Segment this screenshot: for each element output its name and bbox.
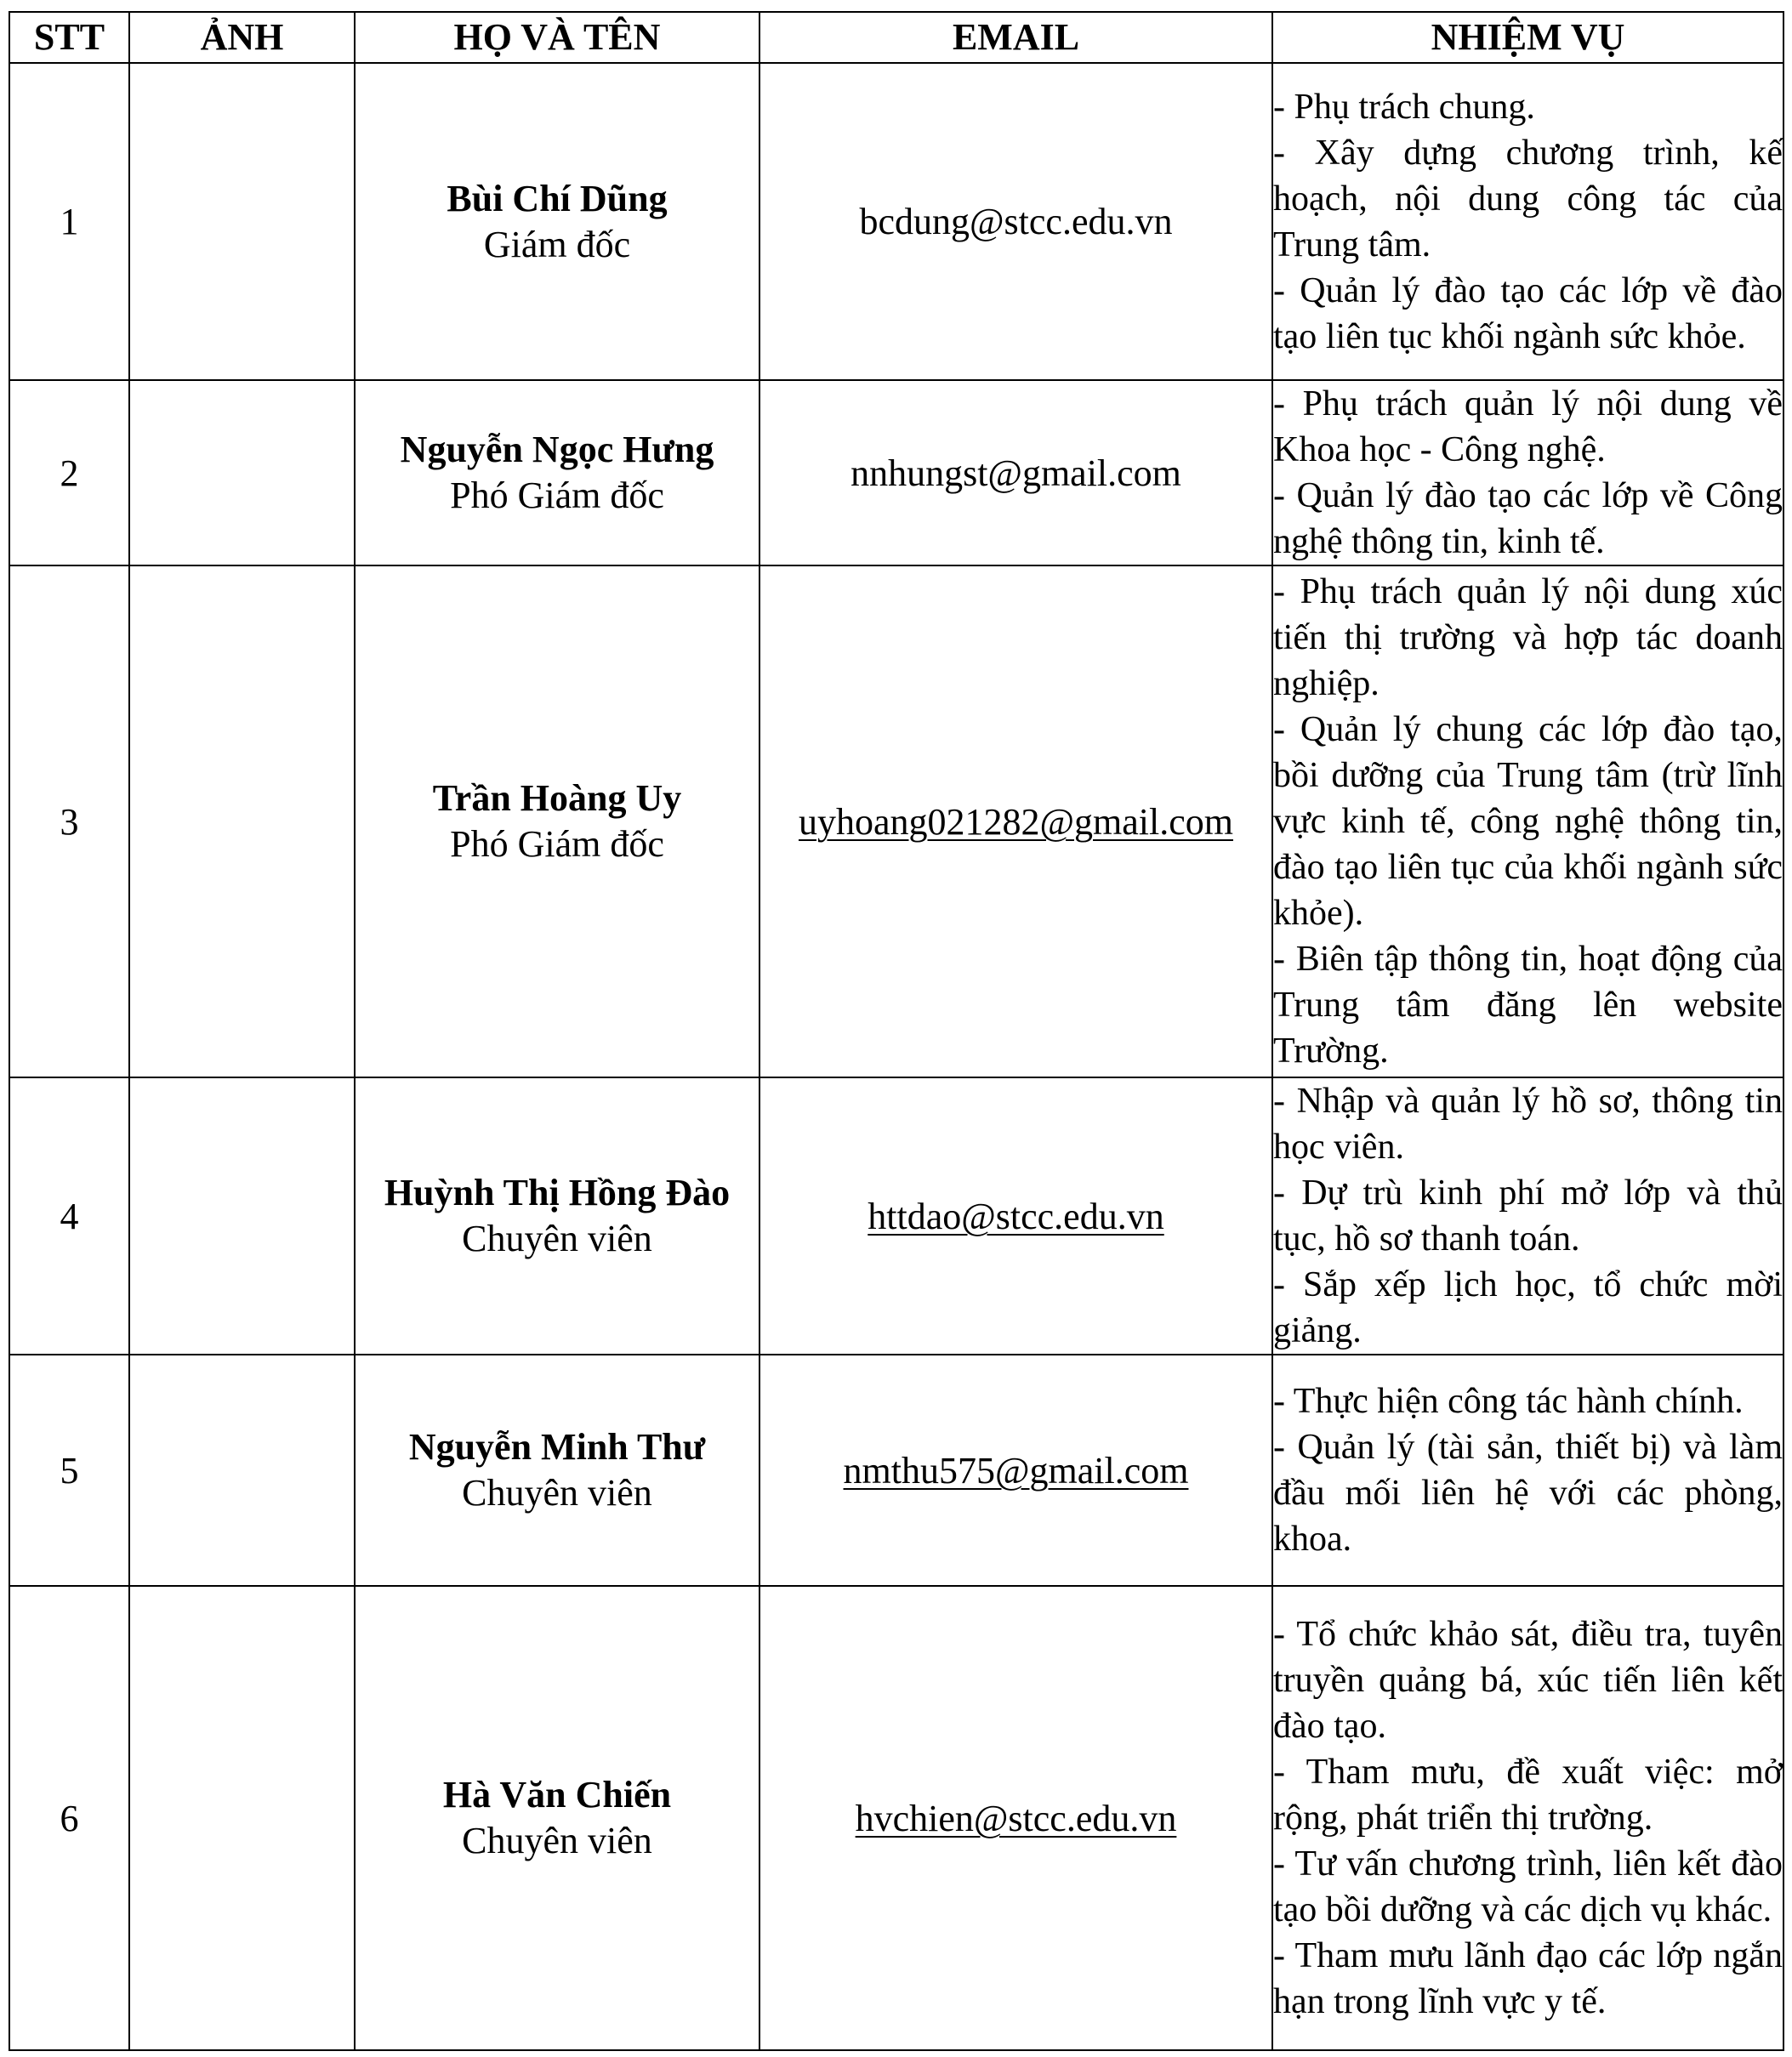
duty-item: - Tham mưu lãnh đạo các lớp ngắn hạn trong lĩnh vực y tế.: [1273, 1936, 1783, 2021]
name-cell: [355, 1077, 759, 1355]
duty-item: - Xây dựng chương trình, kế hoạch, nội dung công tác của Trung tâm.: [1273, 133, 1783, 264]
email-link[interactable]: httdao@stcc.edu.vn: [868, 1195, 1164, 1237]
row-number: 4: [9, 1077, 129, 1355]
duty-item: - Phụ trách chung.: [1273, 87, 1535, 127]
person-title: Chuyên viên: [462, 1820, 652, 1861]
duties-cell: [1272, 1586, 1783, 2050]
duties-cell: [1272, 565, 1783, 1077]
name-cell: [355, 380, 759, 565]
photo-cell: [129, 380, 355, 565]
person-title: Giám đốc: [483, 223, 631, 265]
email-cell: [759, 1355, 1272, 1586]
person-name: Nguyễn Minh Thư: [408, 1426, 706, 1468]
duty-item: - Quản lý đào tạo các lớp về Công nghệ thông tin, kinh tế.: [1273, 476, 1783, 561]
photo-cell: [129, 1355, 355, 1586]
email-link[interactable]: nmthu575@gmail.com: [843, 1449, 1189, 1492]
person-name: Nguyễn Ngọc Hưng: [400, 429, 714, 470]
name-cell: [355, 1355, 759, 1586]
duties-cell: [1272, 63, 1783, 380]
person-name: Huỳnh Thị Hồng Đào: [384, 1172, 731, 1213]
row-number: 1: [9, 63, 129, 380]
email-link[interactable]: bcdung@stcc.edu.vn: [859, 201, 1173, 242]
photo-cell: [129, 1586, 355, 2050]
duty-item: - Tổ chức khảo sát, điều tra, tuyên truyền quảng bá, xúc tiến liên kết đào tạo.: [1273, 1615, 1783, 1746]
duty-item: - Biên tập thông tin, hoạt động của Trung tâm đăng lên website Trường.: [1273, 940, 1783, 1071]
person-name: Trần Hoàng Uy: [432, 777, 682, 819]
email-cell: [759, 1586, 1272, 2050]
person-name: Hà Văn Chiến: [442, 1774, 672, 1816]
email-link[interactable]: nnhungst@gmail.com: [850, 452, 1181, 494]
duty-item: - Dự trù kinh phí mở lớp và thủ tục, hồ sơ thanh toán.: [1273, 1173, 1783, 1259]
duties-cell: [1272, 380, 1783, 565]
duty-item: - Thực hiện công tác hành chính.: [1273, 1382, 1744, 1421]
row-number: 6: [9, 1586, 129, 2050]
staff-table-body: [9, 63, 1783, 2050]
header-photo: ẢNH: [129, 12, 355, 63]
photo-cell: [129, 63, 355, 380]
duty-item: - Quản lý đào tạo các lớp về đào tạo liên tục khối ngành sức khỏe.: [1273, 270, 1783, 356]
duty-item: - Tham mưu, đề xuất việc: mở rộng, phát triển thị trường.: [1273, 1753, 1783, 1838]
table-row: [9, 1355, 1783, 1586]
duties-cell: [1272, 1077, 1783, 1355]
row-number: 5: [9, 1355, 129, 1586]
duty-item: - Sắp xếp lịch học, tổ chức mời giảng.: [1273, 1265, 1783, 1350]
header-stt: STT: [9, 12, 129, 63]
duty-item: - Quản lý (tài sản, thiết bị) và làm đầu mối liên hệ với các phòng, khoa.: [1273, 1428, 1783, 1559]
name-cell: [355, 565, 759, 1077]
staff-table: [9, 11, 1784, 2051]
row-number: 2: [9, 380, 129, 565]
row-number: 3: [9, 565, 129, 1077]
person-title: Chuyên viên: [462, 1218, 652, 1259]
header-row: [9, 12, 1783, 63]
duty-item: - Phụ trách quản lý nội dung về Khoa học - Công nghệ.: [1273, 384, 1783, 469]
header-email: EMAIL: [759, 12, 1272, 63]
email-link[interactable]: uyhoang021282@gmail.com: [798, 800, 1233, 843]
table-row: [9, 380, 1783, 565]
duty-item: - Nhập và quản lý hồ sơ, thông tin học viên.: [1273, 1082, 1783, 1167]
photo-cell: [129, 565, 355, 1077]
table-row: [9, 1077, 1783, 1355]
duty-item: - Quản lý chung các lớp đào tạo, bồi dưỡng của Trung tâm (trừ lĩnh vực kinh tế, công nghệ thông tin, đào tạo liên tục của khối ngành sức khỏe).: [1273, 710, 1783, 933]
name-cell: [355, 1586, 759, 2050]
email-cell: [759, 63, 1272, 380]
person-title: Chuyên viên: [462, 1472, 652, 1514]
email-link[interactable]: hvchien@stcc.edu.vn: [855, 1797, 1177, 1839]
name-cell: [355, 63, 759, 380]
email-cell: [759, 565, 1272, 1077]
person-title: Phó Giám đốc: [450, 474, 664, 516]
duty-item: - Phụ trách quản lý nội dung xúc tiến thị trường và hợp tác doanh nghiệp.: [1273, 572, 1783, 703]
header-name: HỌ VÀ TÊN: [355, 12, 759, 63]
header-duties: NHIỆM VỤ: [1272, 12, 1783, 63]
person-title: Phó Giám đốc: [450, 823, 664, 865]
table-row: [9, 565, 1783, 1077]
email-cell: [759, 1077, 1272, 1355]
photo-cell: [129, 1077, 355, 1355]
table-row: [9, 63, 1783, 380]
email-cell: [759, 380, 1272, 565]
duty-item: - Tư vấn chương trình, liên kết đào tạo bồi dưỡng và các dịch vụ khác.: [1273, 1844, 1783, 1929]
person-name: Bùi Chí Dũng: [447, 177, 668, 219]
table-row: [9, 1586, 1783, 2050]
duties-cell: [1272, 1355, 1783, 1586]
